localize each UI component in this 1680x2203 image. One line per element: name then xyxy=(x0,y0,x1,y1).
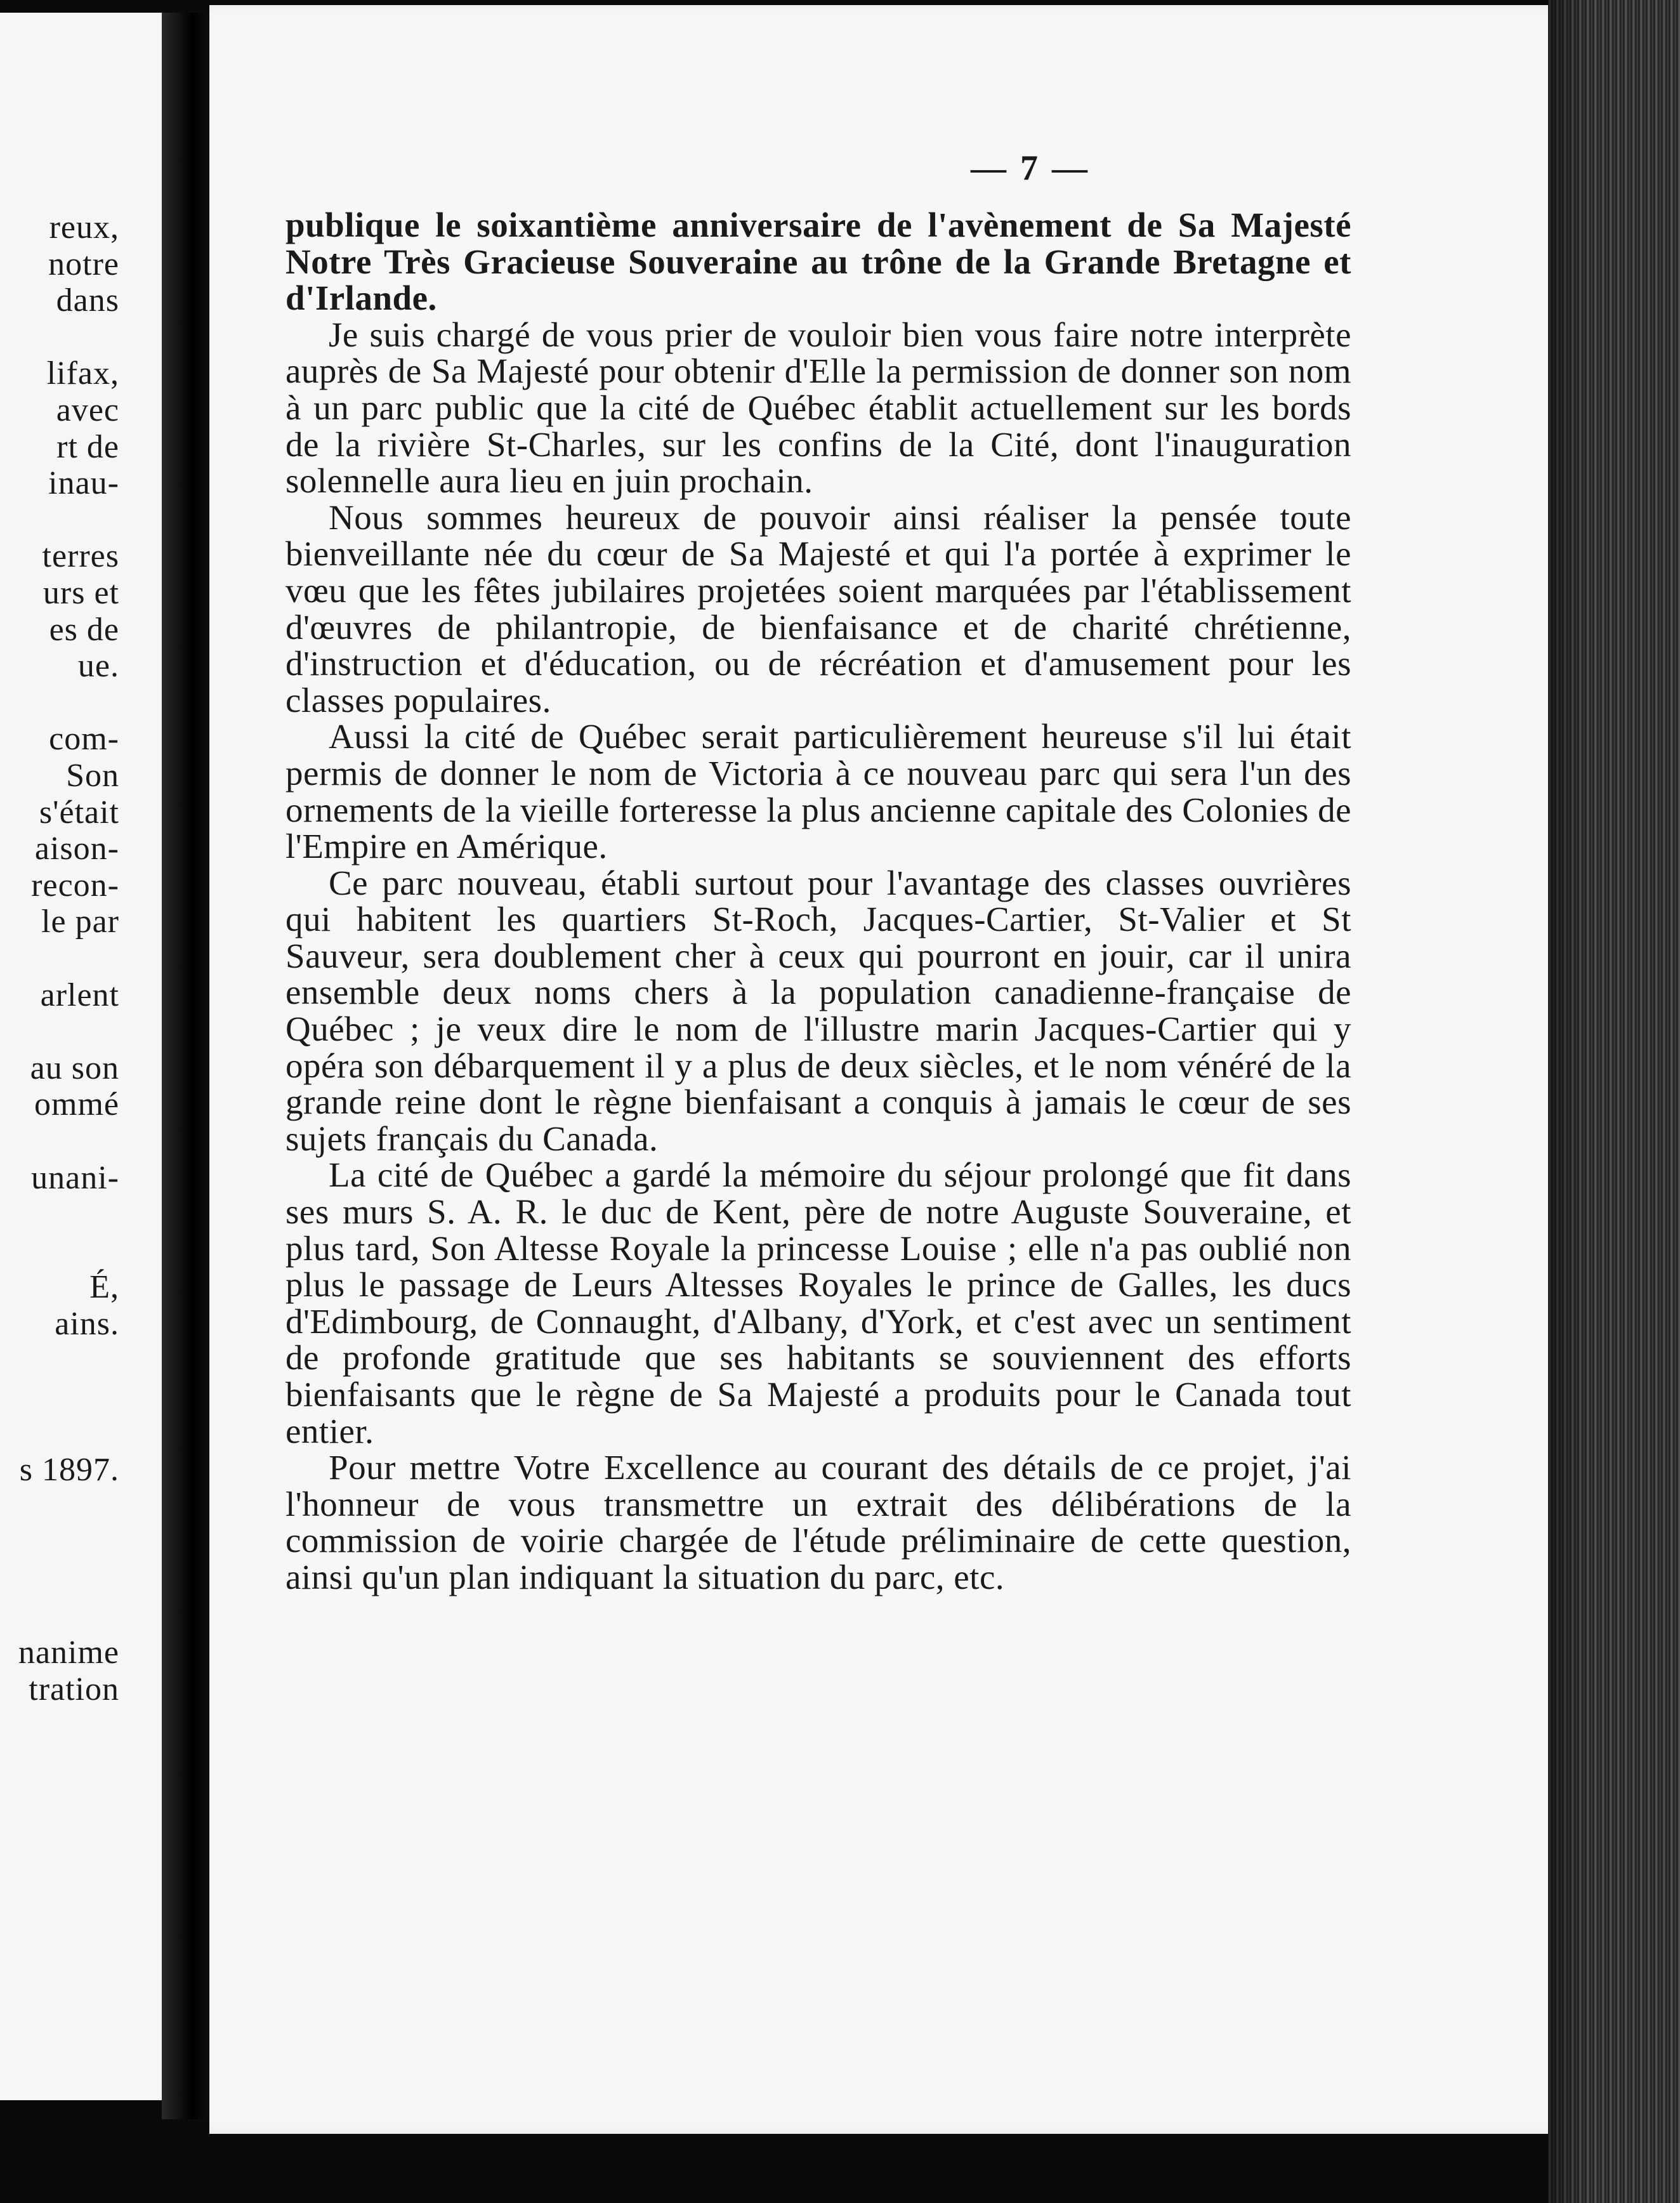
left-page-fragment: unani- xyxy=(31,1159,119,1196)
page-body xyxy=(285,207,1351,1596)
paragraph-5: Ce parc nouveau, établi surtout pour l'avantage des classes ouvrières qui habitent les quartiers St-Roch, Jacques-Cartier, St-Valier et St Sauveur, sera doublement cher à ceux qui pourront en jouir, car il unira ensemble deux noms chers à la population canadienne-française de Québec ; je veux dire le nom de l'illustre marin Jacques-Cartier qui y opéra son débarquement il y a plus de deux siècles, et le nom vénéré de la grande reine dont le règne bienfaisant a conquis à jamais le cœur de ses sujets français du Canada. xyxy=(285,863,1351,1158)
book-fore-edge xyxy=(1548,0,1680,2203)
left-page-fragment: tration xyxy=(29,1671,119,1707)
left-page-fragment: dans xyxy=(56,282,119,319)
left-page-fragment: Son xyxy=(66,758,119,794)
left-page-fragment: s'était xyxy=(39,794,119,831)
paragraph-1: publique le soixantième anniversaire de l'avènement de Sa Majesté Notre Très Gracieuse Souveraine au trône de la Grande Bretagne et d'Irlande. xyxy=(285,206,1351,318)
paragraph-4: Aussi la cité de Québec serait particulièrement heureuse s'il lui était permis de donner le nom de Victoria à ce nouveau parc qui sera l'un des ornements de la vieille forteresse la plus ancienne capitale des Colonies de l'Empire en Amérique. xyxy=(285,717,1351,866)
left-page-fragment: com- xyxy=(49,721,119,758)
left-page-fragment: recon- xyxy=(31,867,119,904)
paragraph-7: Pour mettre Votre Excellence au courant des détails de ce projet, j'ai l'honneur de vous transmettre un extrait des délibérations de la commission de voirie chargée de l'étude préliminaire de cette question, ainsi qu'un plan indiquant la situation du parc, etc. xyxy=(285,1448,1351,1596)
left-page-fragment: es de xyxy=(49,611,119,648)
left-page-fragment: avec xyxy=(56,392,119,428)
left-page-fragment: ue. xyxy=(77,648,119,685)
main-page xyxy=(209,5,1573,2134)
left-page-fragment: inau- xyxy=(48,465,119,502)
left-page-fragment: rt de xyxy=(56,428,119,465)
left-page-fragment: aison- xyxy=(34,831,119,867)
left-page-fragment: ains. xyxy=(55,1306,119,1342)
left-page-fragment: terres xyxy=(42,538,119,575)
left-page-fragment: le par xyxy=(41,904,119,940)
left-page-fragment: urs et xyxy=(43,575,119,611)
paragraph-6: La cité de Québec a gardé la mémoire du séjour prolongé que fit dans ses murs S. A. R. le duc de Kent, père de notre Auguste Souveraine, et plus tard, Son Altesse Royale la princesse Louise ; elle n'a pas oublié non plus le passage de Leurs Altesses Royales le prince de Galles, les ducs d'Edimbourg, de Connaught, d'Albany, d'York, et c'est avec un sentiment de profonde gratitude que ses habitants se souviennent des efforts bienfaisants que le règne de Sa Majesté a produits pour le Canada tout entier. xyxy=(285,1155,1351,1450)
left-page-fragment: ommé xyxy=(34,1086,119,1123)
left-page-fragment: s 1897. xyxy=(19,1452,119,1489)
left-page-fragment: arlent xyxy=(40,977,119,1013)
paragraph-2: Je suis chargé de vous prier de vouloir bien vous faire notre interprète auprès de Sa Majesté pour obtenir d'Elle la permission de donner son nom à un parc public que la cité de Québec établit actuellement sur les bords de la rivière St-Charles, sur les confins de la Cité, dont l'inauguration solennelle aura lieu en juin prochain. xyxy=(285,315,1351,501)
left-page-fragment: lifax, xyxy=(46,355,119,392)
left-page-fragment: É, xyxy=(89,1269,119,1306)
page-number: — 7 — xyxy=(971,148,1090,188)
book-gutter xyxy=(162,13,213,2119)
left-page-fragment: notre xyxy=(48,246,119,282)
left-page-fragment: au son xyxy=(30,1049,119,1086)
left-page-fragment: nanime xyxy=(18,1634,119,1671)
left-page-fragment: reux, xyxy=(49,209,119,246)
paragraph-3: Nous sommes heureux de pouvoir ainsi réaliser la pensée toute bienveillante née du cœur de Sa Majesté et qui l'a portée à exprimer le vœu que les fêtes jubilaires projetées soient marquées par l'établissement d'œuvres de philantropie, de bienfaisance et de charité chrétienne, d'instruction et d'éducation, ou de récréation et d'amusement pour les classes populaires. xyxy=(285,497,1351,720)
